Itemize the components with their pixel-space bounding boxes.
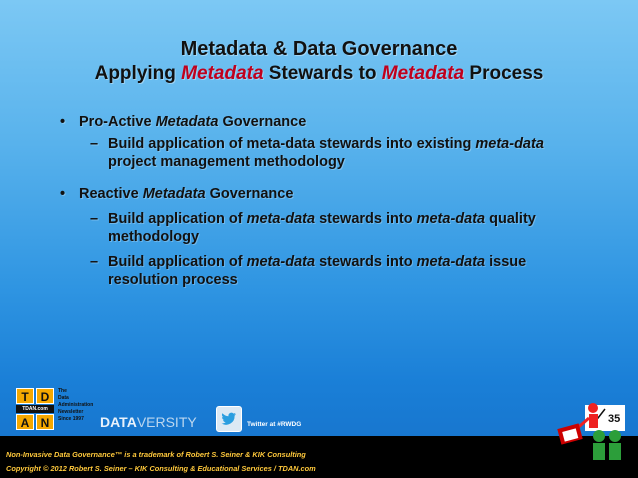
sub-text-part: issue resolution process [108,254,527,288]
sub-bullet-marker: – [90,254,99,270]
sub-text-part: Build application of meta-data stewards into existing [108,136,476,152]
tdan-tile: N [36,414,54,430]
bullet-marker: • [60,114,66,130]
trademark-text: Non-Invasive Data Governance™ is a trademark of Robert S. Seiner & KIK Consulting [6,450,306,459]
tdan-tile: T [16,388,34,404]
tdan-tile: A [16,414,34,430]
copyright-text: Copyright © 2012 Robert S. Seiner – KIK Consulting & Educational Services / TDAN.com [6,464,316,473]
subtitle-part: Stewards to [263,63,382,84]
bullet-marker: • [60,186,66,202]
sub-text-italic: meta-data [246,211,316,227]
tdan-desc-line: Data [58,395,69,401]
twitter-icon[interactable] [216,406,242,432]
sub-text-part: Build application of [108,254,247,270]
sub-text-italic: meta-data [246,254,316,270]
sub-text-italic: meta-data [475,136,544,152]
sub-bullet-text [108,135,588,171]
slide-number: 35 [608,413,621,425]
subtitle-highlight: Metadata [381,63,465,84]
sub-bullet-marker: – [90,211,99,227]
sub-text-part: quality methodology [108,211,536,245]
tdan-strip: TDAN.com [16,405,54,413]
tdan-desc-line: Since 1997 [58,416,84,422]
bullet-text-part: Governance [205,186,294,202]
tdan-desc-line: Newsletter [58,409,84,415]
sub-text-italic: meta-data [416,211,486,227]
sub-bullet-marker: – [90,136,99,152]
tdan-desc-line: The [58,388,67,394]
bullet-text-part: Pro-Active [79,114,156,130]
bullet-text-italic: Metadata [142,186,206,202]
sub-bullet-text [108,253,588,289]
twitter-handle[interactable]: Twitter at #RWDG [247,421,302,428]
sub-text-part: project management methodology [108,154,345,170]
bullet-text-part: Governance [218,114,307,130]
people-figure-icon [555,400,625,462]
slide-title: Metadata & Data Governance [180,38,458,60]
sub-text-part: stewards into [315,211,417,227]
tdan-desc-line: Administration [58,402,94,408]
subtitle-part: Process [464,63,544,84]
tdan-tile: D [36,388,54,404]
sub-bullet-text [108,210,588,246]
sub-text-italic: meta-data [416,254,486,270]
bullet-text [79,186,293,202]
subtitle-part: Applying [94,63,182,84]
slide-subtitle [0,63,638,85]
bullet-text-italic: Metadata [155,114,219,130]
dataversity-data: DATA [100,414,137,430]
sub-text-part: Build application of [108,211,247,227]
footer-bar [0,436,638,478]
tdan-description [58,388,98,423]
dataversity-versity: VERSITY [136,414,197,430]
bullet-text-part: Reactive [79,186,143,202]
tdan-logo[interactable] [16,388,56,432]
bullet-text [79,114,306,130]
dataversity-logo[interactable] [100,414,197,430]
subtitle-highlight: Metadata [181,63,264,84]
twitter-bird-icon [217,407,241,431]
sub-text-part: stewards into [315,254,417,270]
